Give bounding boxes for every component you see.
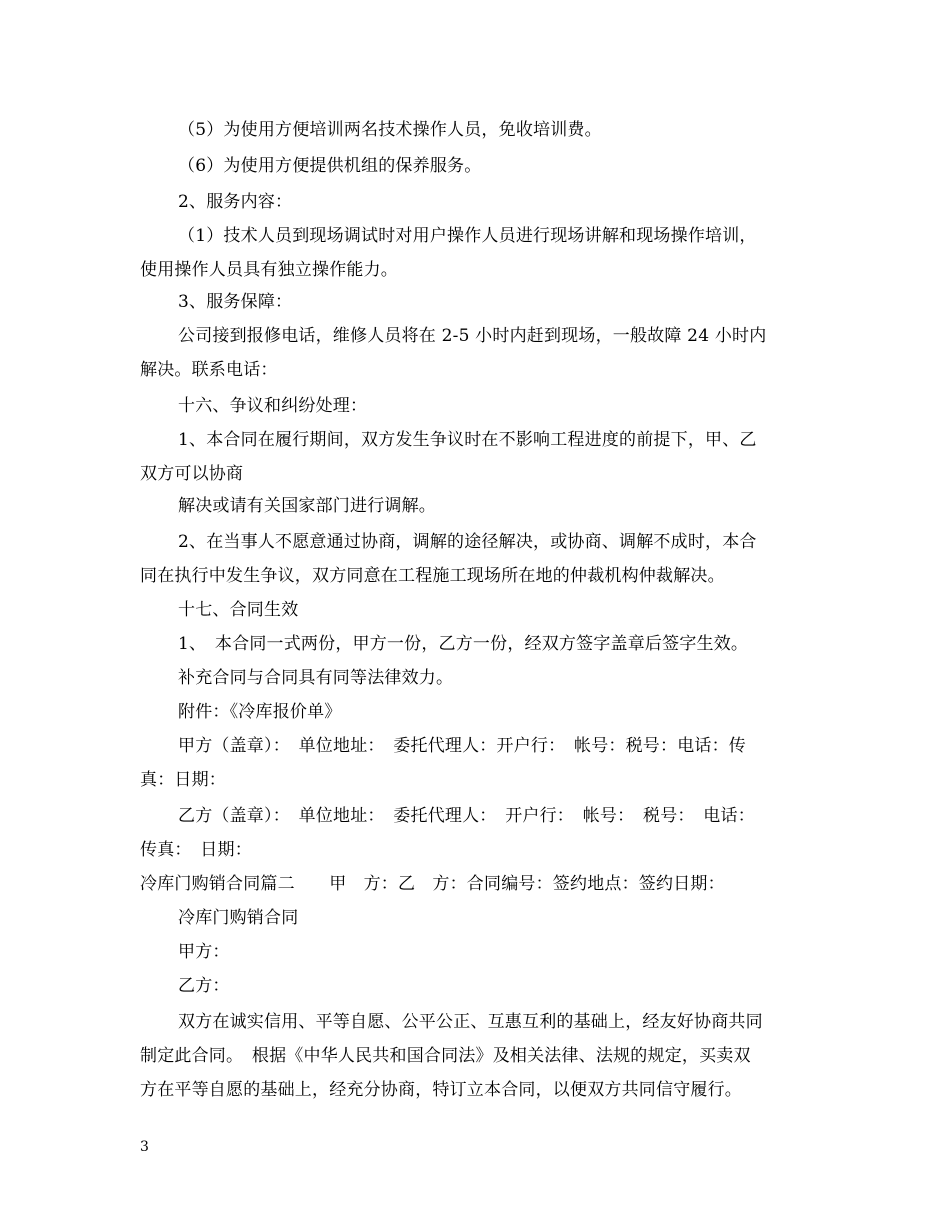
- section-heading: 十七、合同生效: [178, 600, 299, 620]
- text-line: 补充合同与合同具有同等法律效力。: [178, 668, 454, 688]
- text-line: 1、本合同在履行期间，双方发生争议时在不影响工程进度的前提下，甲、乙: [178, 430, 757, 450]
- text-line: 传真： 日期：: [140, 840, 252, 860]
- text-line: 乙方：: [178, 976, 230, 996]
- text-line: 附件：《冷库报价单》: [178, 702, 342, 722]
- section-heading: 十六、争议和纠纷处理：: [178, 396, 368, 416]
- text-line: 方在平等自愿的基础上，经充分协商，特订立本合同，以便双方共同信守履行。: [140, 1080, 742, 1100]
- text-line: 冷库门购销合同: [178, 908, 299, 928]
- text-line: 公司接到报修电话，维修人员将在 2-5 小时内赶到现场，一般故障 24 小时内: [178, 326, 767, 346]
- text-line: 使用操作人员具有独立操作能力。: [140, 260, 398, 280]
- text-line: 同在执行中发生争议，双方同意在工程施工现场所在地的仲裁机构仲裁解决。: [140, 566, 725, 586]
- text-line: 乙方（盖章）： 单位地址： 委托代理人： 开户行： 帐号： 税号： 电话：: [178, 806, 755, 826]
- text-line: 解决或请有关国家部门进行调解。: [178, 496, 436, 516]
- text-line: 双方在诚实信用、平等自愿、公平公正、互惠互利的基础上，经友好协商共同: [178, 1012, 763, 1032]
- text-line: 制定此合同。 根据《中华人民共和国合同法》及相关法律、法规的规定，买卖双: [140, 1046, 751, 1066]
- text-line: 1、 本合同一式两份，甲方一份，乙方一份，经双方签字盖章后签字生效。: [178, 634, 749, 654]
- text-line: 双方可以协商: [140, 464, 244, 484]
- text-line: 甲方（盖章）： 单位地址： 委托代理人：开户行： 帐号：税号：电话：传: [178, 736, 746, 756]
- text-line: 解决。联系电话：: [140, 360, 278, 380]
- text-line: 2、服务内容：: [178, 192, 293, 212]
- text-line: 真：日期：: [140, 770, 226, 790]
- text-line: 2、在当事人不愿意通过协商，调解的途径解决，或协商、调解不成时，本合: [178, 532, 757, 552]
- text-line: （6）为使用方便提供机组的保养服务。: [178, 156, 482, 176]
- text-line: （5）为使用方便培训两名技术操作人员，免收培训费。: [178, 120, 602, 140]
- page-number: 3: [140, 1139, 149, 1155]
- text-line: （1）技术人员到现场调试时对用户操作人员进行现场讲解和现场操作培训，: [178, 226, 757, 246]
- text-line: 甲方：: [178, 942, 230, 962]
- text-line: 冷库门购销合同篇二 甲 方：乙 方：合同编号：签约地点：签约日期：: [140, 874, 725, 894]
- text-line: 3、服务保障：: [178, 292, 293, 312]
